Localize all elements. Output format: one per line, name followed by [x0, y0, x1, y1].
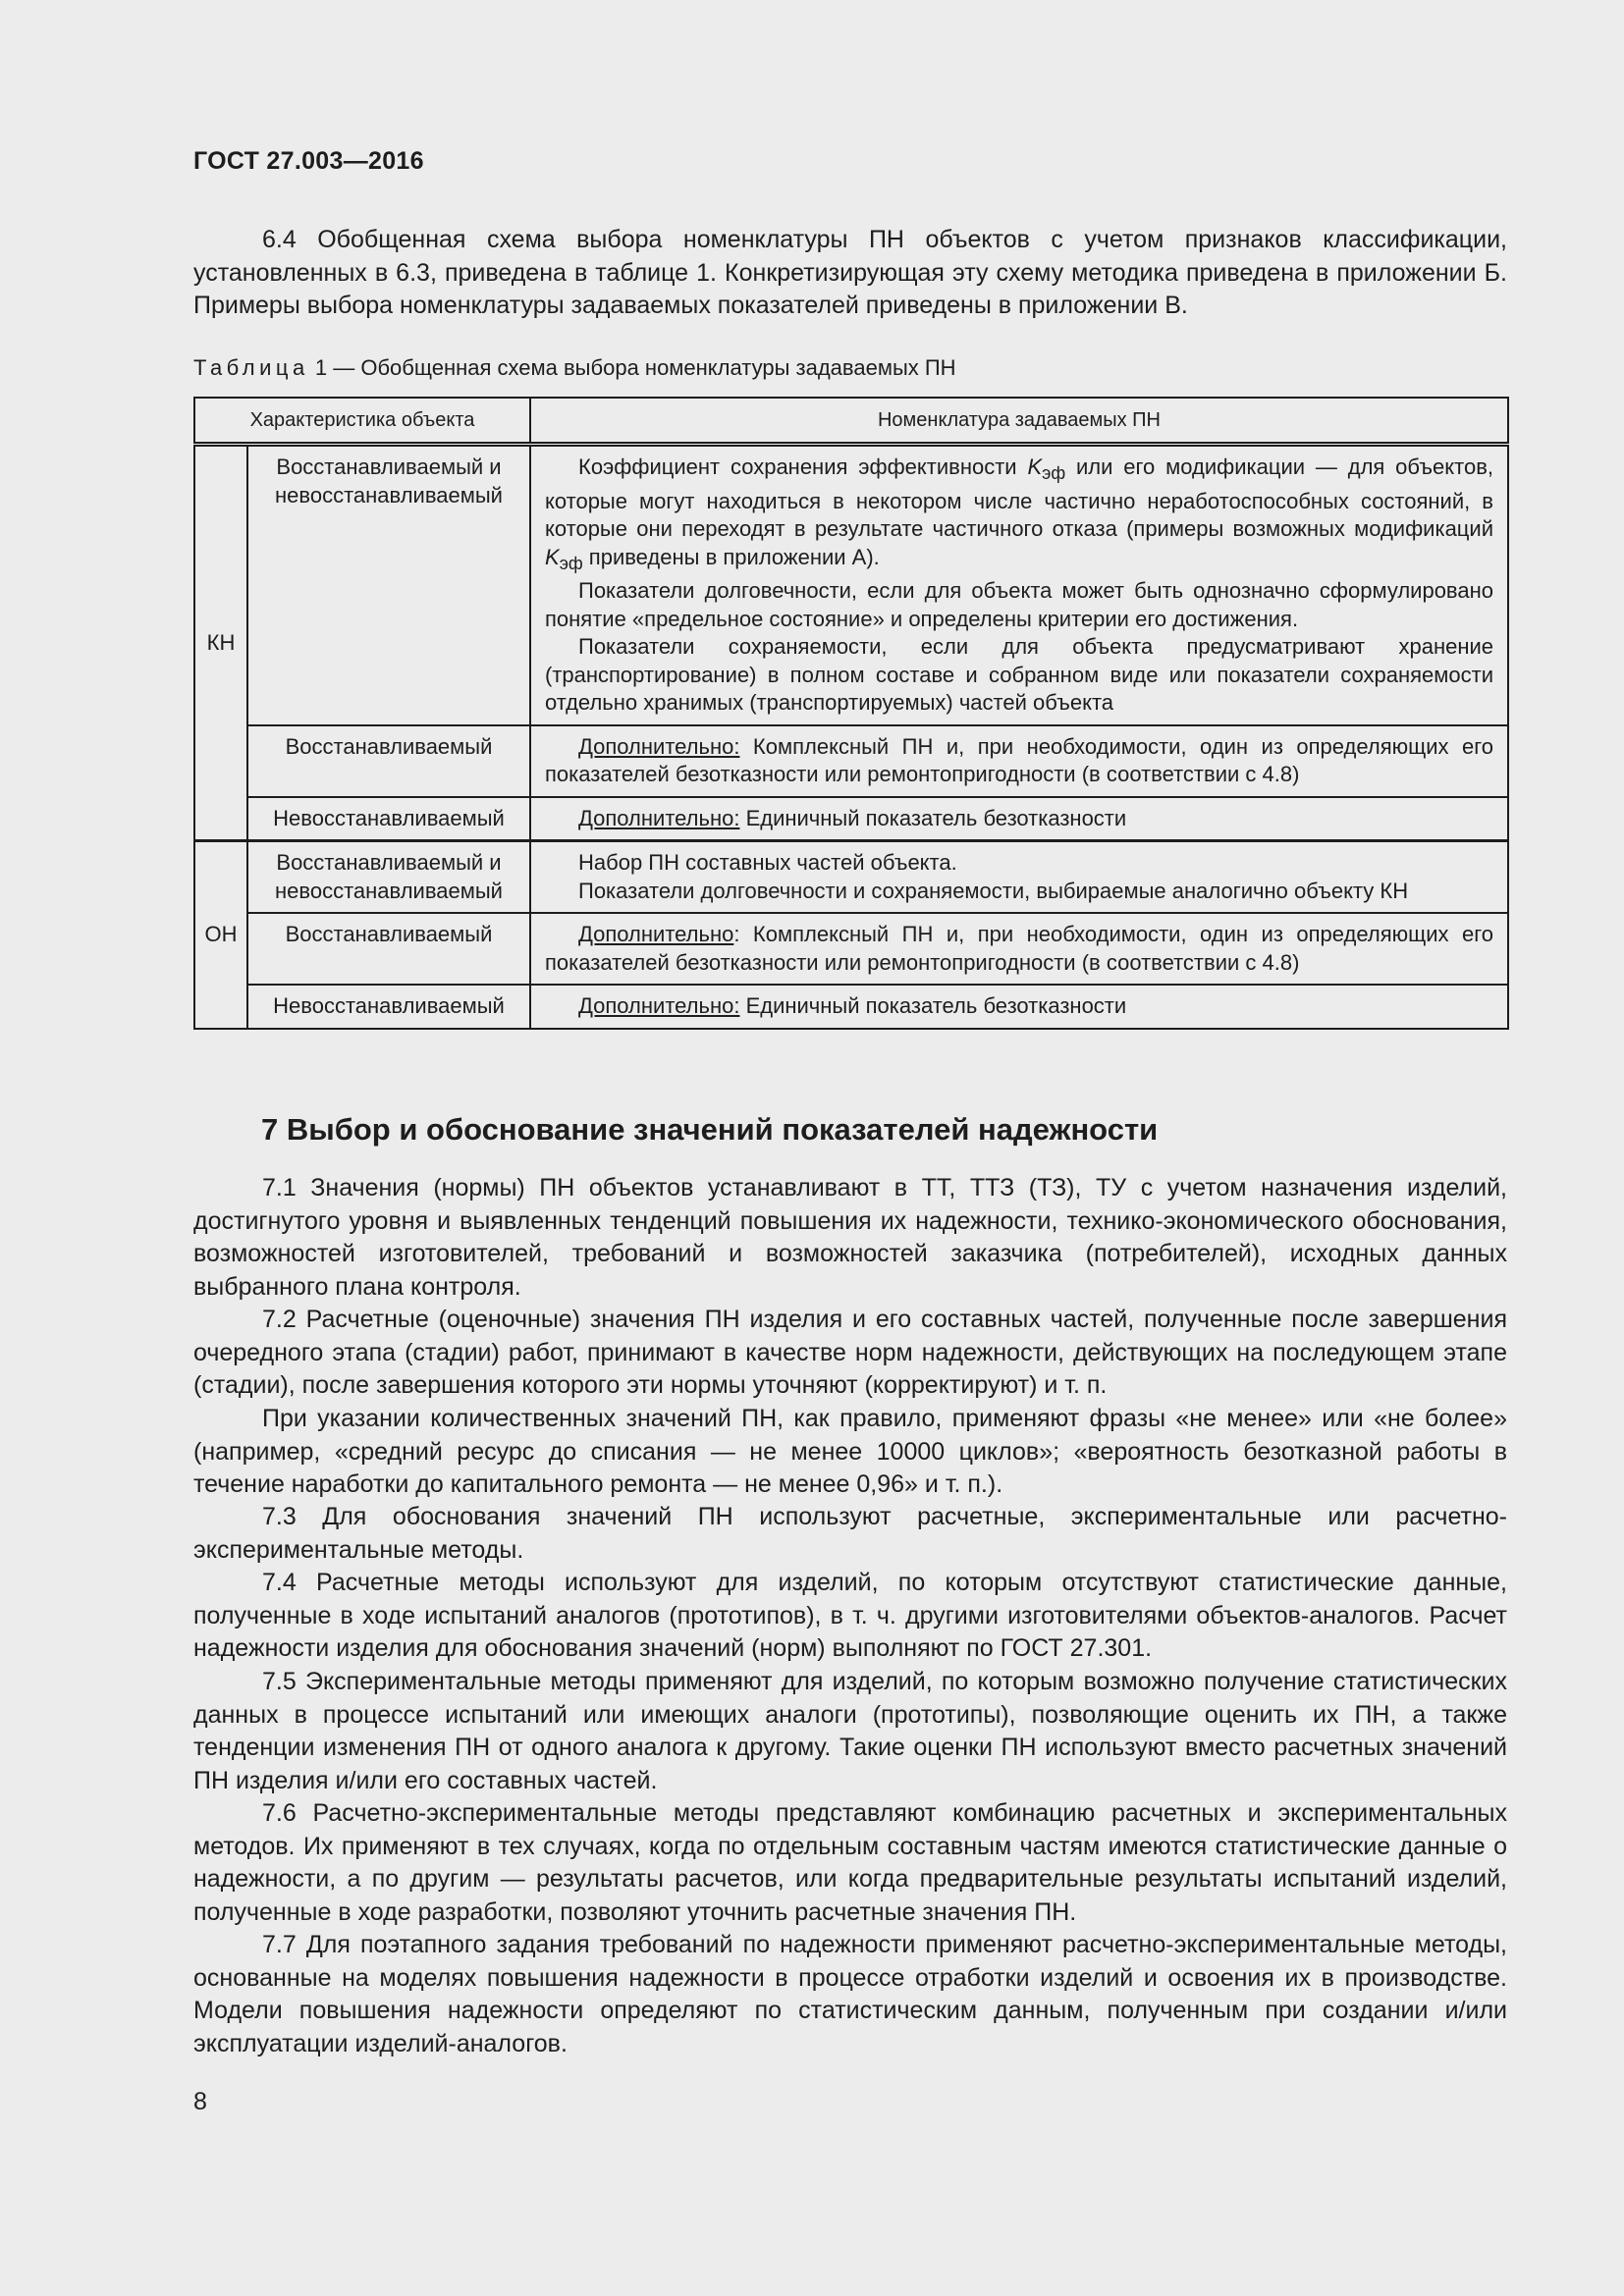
group-label-on: ОН	[194, 841, 247, 1029]
paragraph-7-6: 7.6 Расчетно-экспериментальные методы представляют комбинацию расчетных и экспериментальных методов. Их применяют в тех случаях, когда по отдельным составным частям имеются статистические данные о надежности, а по другим — результаты расчетов, или когда предварительные результаты испытаний изделий, полученные в ходе разработки, позволяют уточнить расчетные значения ПН.	[193, 1799, 1507, 1926]
group-label-kn: КН	[194, 445, 247, 841]
paragraph-7-2-b: При указании количественных значений ПН, как правило, применяют фразы «не менее» или «не более» (например, «средний ресурс до списания — не менее 10000 циклов»; «вероятность безотказной работы в течение наработки до капитального ремонта — не менее 0,96» и т. п.).	[193, 1405, 1507, 1498]
row-characteristic: Восстанавливаемый	[247, 725, 530, 797]
additionally-label: Дополнительно:	[578, 733, 740, 759]
row-description: Дополнительно: Единичный показатель безотказности	[530, 797, 1508, 841]
paragraph-7-3: 7.3 Для обоснования значений ПН используют расчетные, экспериментальные или расчетно-экспериментальные методы.	[193, 1503, 1507, 1564]
table-row	[194, 985, 1508, 1029]
description-line: Коэффициент сохранения эффективности $K_{эф}$ или его модификации — для объектов, которые могут находиться в некотором числе частично неработоспособных состояний, в которые они переходят в результате частичного отказа (примеры возможных модификаций $K_{эф}$ приведены в приложении А).	[545, 454, 1493, 573]
additionally-label: Дополнительно:	[578, 993, 740, 1018]
paragraph-6-4: 6.4 Обобщенная схема выбора номенклатуры ПН объектов с учетом признаков классификации, установленных в 6.3, приведена в таблице 1. Конкретизирующая эту схему методика приведена в приложении Б. Примеры выбора номенклатуры задаваемых показателей приведены в приложении В.	[193, 226, 1507, 319]
table-row	[194, 913, 1508, 985]
document-header: ГОСТ 27.003—2016	[193, 147, 424, 175]
row-description: Дополнительно: Единичный показатель безотказности	[530, 985, 1508, 1029]
page-number: 8	[193, 2088, 207, 2115]
table-row	[194, 445, 1508, 725]
k-symbol: $K_{эф}$	[1027, 454, 1066, 483]
row-description: Дополнительно: Комплексный ПН и, при необходимости, один из определяющих его показателей безотказности или ремонтопригодности (в соответствии с 4.8)	[530, 725, 1508, 797]
table-caption-word: Таблица	[193, 355, 309, 380]
description-line: Показатели долговечности и сохраняемости, выбираемые аналогично объекту КН	[578, 878, 1409, 903]
column-header-nomenclature: Номенклатура задаваемых ПН	[530, 398, 1508, 445]
table-row	[194, 725, 1508, 797]
paragraph-7-1: 7.1 Значения (нормы) ПН объектов устанавливают в ТТ, ТТЗ (ТЗ), ТУ с учетом назначения изделий, достигнутого уровня и выявленных тенденций повышения их надежности, технико-экономического обоснования, возможностей изготовителей, требований и возможностей заказчика (потребителей), исходных данных выбранного плана контроля.	[193, 1174, 1507, 1301]
section-title: 7 Выбор и обоснование значений показателей надежности	[261, 1112, 1159, 1147]
table-header-row	[194, 398, 1508, 445]
description-line: Набор ПН составных частей объекта.	[578, 850, 957, 875]
row-characteristic: Невосстанавливаемый	[247, 985, 530, 1029]
paragraph-7-2: 7.2 Расчетные (оценочные) значения ПН изделия и его составных частей, полученные после завершения очередного этапа (стадии) работ, принимают в качестве норм надежности, действующих на последующем этапе (стадии), после завершения которого эти нормы уточняют (корректируют) и т. п.	[193, 1306, 1507, 1399]
row-characteristic: Невосстанавливаемый	[247, 797, 530, 841]
row-description	[530, 445, 1508, 725]
table-caption	[193, 355, 956, 381]
column-header-characteristic: Характеристика объекта	[194, 398, 530, 445]
paragraph-7-5: 7.5 Экспериментальные методы применяют для изделий, по которым возможно получение статистических данных в процессе испытаний или имеющих аналоги (прототипы), позволяющие оценить их ПН, а также тенденции изменения ПН от одного аналога к другому. Такие оценки ПН используют вместо расчетных значений ПН изделия и/или его составных частей.	[193, 1668, 1507, 1794]
additionally-label: Дополнительно:	[578, 805, 740, 830]
additionally-label: Дополнительно	[578, 922, 734, 946]
description-line: Показатели сохраняемости, если для объекта предусматривают хранение (транспортирование) в полном составе и собранном виде или показатели сохраняемости отдельно хранимых (транспортируемых) частей объекта	[545, 634, 1493, 715]
row-description: Дополнительно: Комплексный ПН и, при необходимости, один из определяющих его показателей безотказности или ремонтопригодности (в соответствии с 4.8)	[530, 913, 1508, 985]
table-caption-text: 1 — Обобщенная схема выбора номенклатуры задаваемых ПН	[308, 355, 956, 380]
paragraph-7-7: 7.7 Для поэтапного задания требований по надежности применяют расчетно-экспериментальные методы, основанные на моделях повышения надежности в процессе отработки изделий и освоения их в производстве. Модели повышения надежности определяют по статистическим данным, полученным при создании и/или эксплуатации изделий-аналогов.	[193, 1931, 1507, 2057]
row-characteristic: Восстанавливаемый	[247, 913, 530, 985]
nomenclature-table	[193, 397, 1509, 1030]
k-symbol: $K_{эф}$	[545, 544, 583, 573]
row-description	[530, 841, 1508, 914]
table-row	[194, 841, 1508, 914]
row-characteristic: Восстанавливаемый и невосстанавливаемый	[247, 841, 530, 914]
row-characteristic: Восстанавливаемый и невосстанавливаемый	[247, 445, 530, 725]
paragraph-7-4: 7.4 Расчетные методы используют для изделий, по которым отсутствуют статистические данные, полученные в ходе испытаний аналогов (прототипов), в т. ч. другими изготовителями объектов-аналогов. Расчет надежности изделия для обоснования значений (норм) выполняют по ГОСТ 27.301.	[193, 1569, 1507, 1662]
table-row	[194, 797, 1508, 841]
description-line: Показатели долговечности, если для объекта может быть однозначно сформулировано понятие «предельное состояние» и определены критерии его достижения.	[545, 578, 1493, 631]
